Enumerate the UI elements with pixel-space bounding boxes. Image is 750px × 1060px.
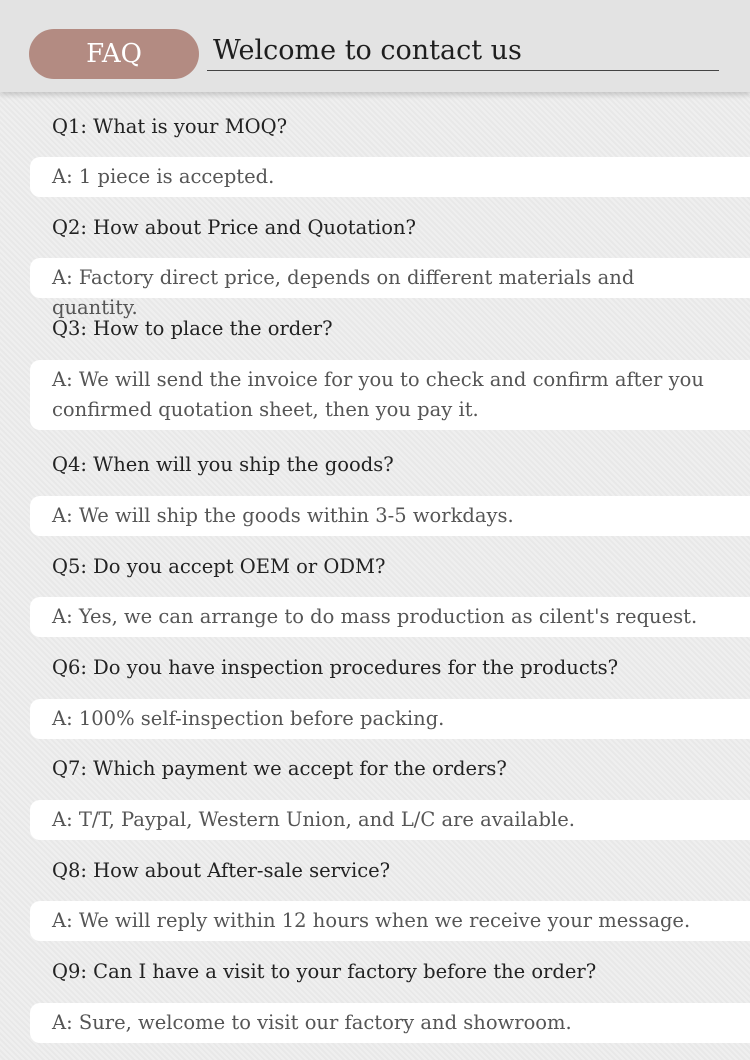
faq-answer: A: 1 piece is accepted.	[52, 165, 275, 188]
faq-answer: A: We will send the invoice for you to check and confirm after you confirmed quotation sheet, then you pay it.	[52, 368, 704, 421]
faq-answer: A: Sure, welcome to visit our factory and showroom.	[52, 1011, 572, 1034]
faq-question: Q4: When will you ship the goods?	[52, 453, 394, 476]
faq-answer-box	[30, 699, 750, 739]
faq-badge: FAQ	[29, 29, 199, 79]
faq-question: Q3: How to place the order?	[52, 317, 333, 340]
faq-question: Q7: Which payment we accept for the orders?	[52, 757, 507, 780]
faq-answer-box	[30, 800, 750, 840]
faq-answer-box	[30, 157, 750, 197]
faq-question: Q8: How about After-sale service?	[52, 859, 391, 882]
faq-answer: A: Yes, we can arrange to do mass production as cilent's request.	[52, 605, 698, 628]
faq-answer-box	[30, 496, 750, 536]
faq-answer-box	[30, 360, 750, 430]
faq-answer-box	[30, 1003, 750, 1043]
faq-question: Q6: Do you have inspection procedures for the products?	[52, 656, 619, 679]
faq-answer: A: We will reply within 12 hours when we receive your message.	[52, 909, 691, 932]
faq-question: Q2: How about Price and Quotation?	[52, 216, 417, 239]
faq-answer-box	[30, 597, 750, 637]
faq-answer-box	[30, 258, 750, 319]
faq-question: Q1: What is your MOQ?	[52, 115, 288, 138]
faq-answer: A: We will ship the goods within 3-5 workdays.	[52, 504, 514, 527]
faq-question: Q9: Can I have a visit to your factory before the order?	[52, 960, 597, 983]
faq-answer-box	[30, 901, 750, 941]
faq-answer: A: 100% self-inspection before packing.	[52, 707, 445, 730]
faq-answer: A: T/T, Paypal, Western Union, and L/C are available.	[52, 808, 575, 831]
header-title: Welcome to contact us	[213, 35, 522, 66]
faq-answer: A: Factory direct price, depends on different materials and quantity.	[52, 266, 635, 319]
faq-question: Q5: Do you accept OEM or ODM?	[52, 555, 386, 578]
